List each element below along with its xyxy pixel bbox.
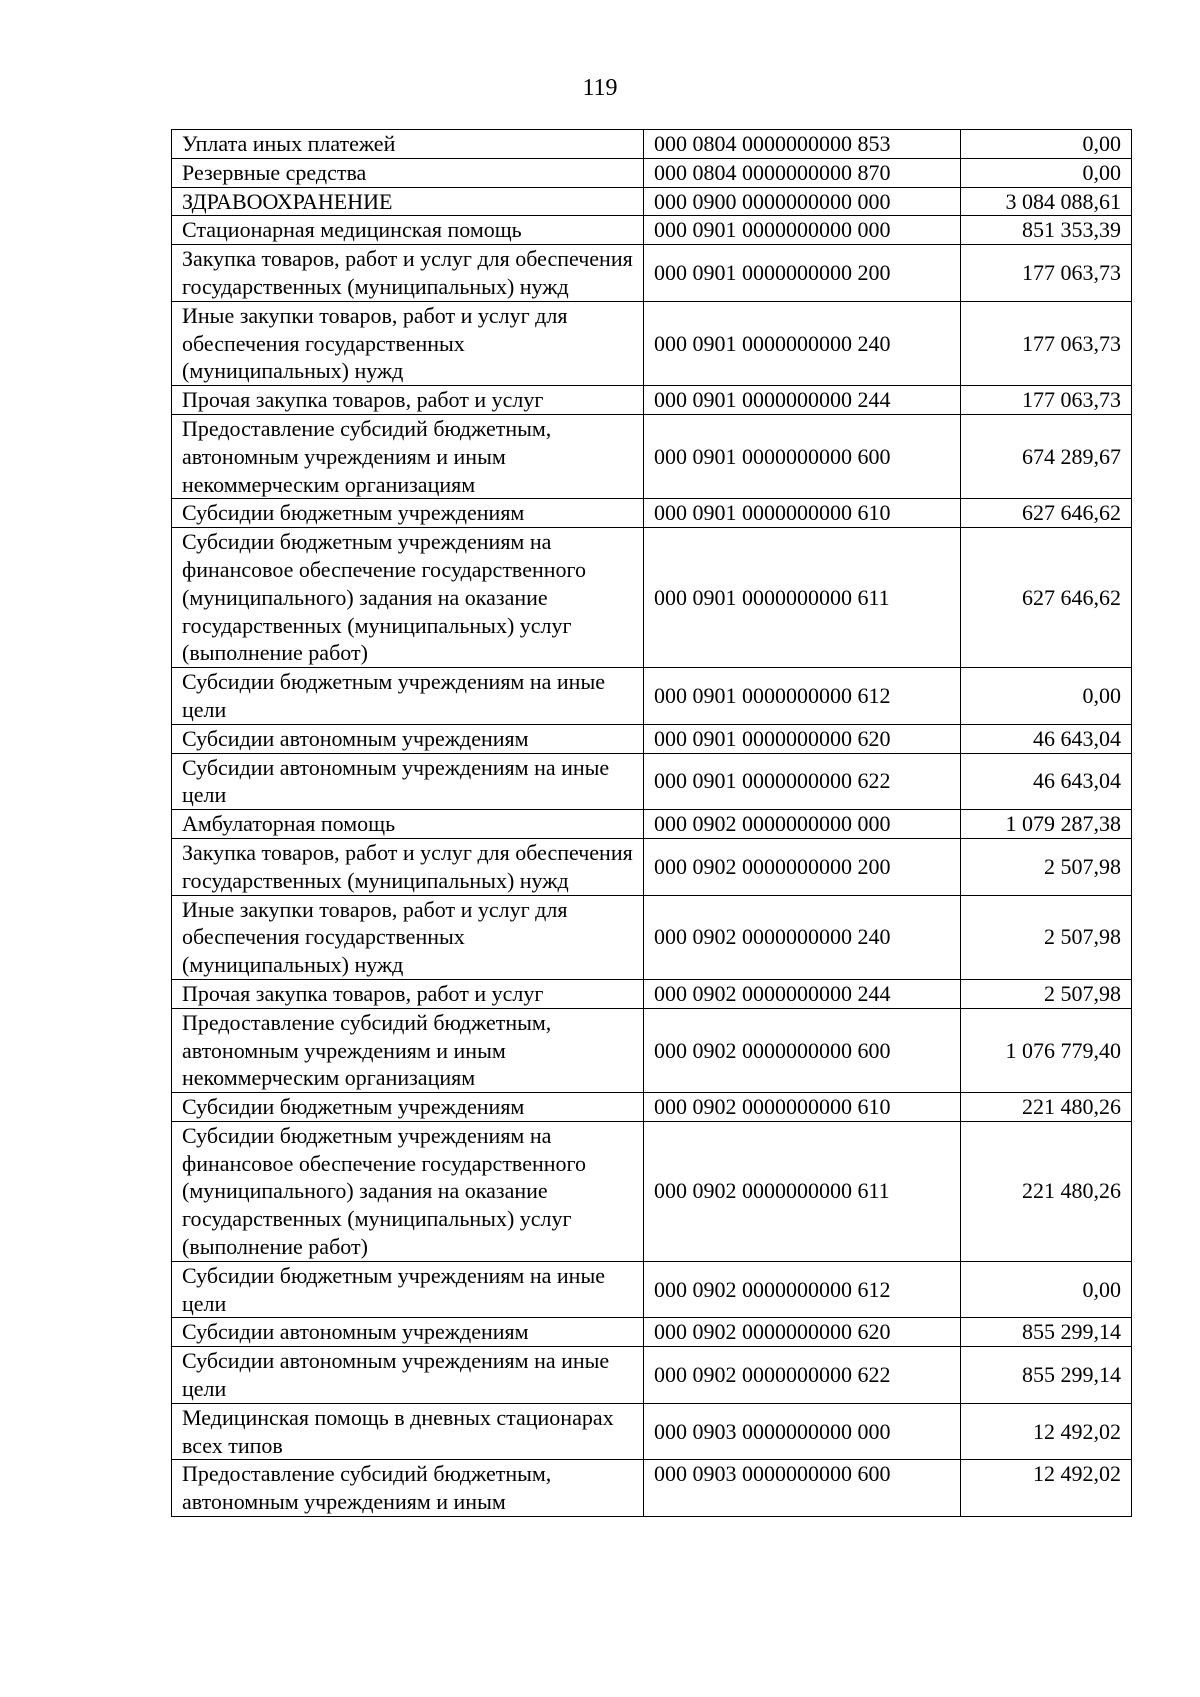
amount-cell: 221 480,26 — [961, 1093, 1132, 1122]
table-row — [172, 1403, 1132, 1460]
amount-cell: 2 507,98 — [961, 979, 1132, 1008]
amount-cell: 177 063,73 — [961, 245, 1132, 302]
budget-code-cell: 000 0902 0000000000 610 — [644, 1093, 961, 1122]
budget-code-cell: 000 0902 0000000000 244 — [644, 979, 961, 1008]
table-row — [172, 386, 1132, 415]
budget-code-cell: 000 0901 0000000000 200 — [644, 245, 961, 302]
budget-code-cell: 000 0804 0000000000 870 — [644, 158, 961, 187]
item-name-cell: Предоставление субсидий бюджетным, автономным учреждениям и иным некоммерческим организациям — [172, 1008, 644, 1092]
amount-cell: 627 646,62 — [961, 528, 1132, 668]
amount-cell: 12 492,02 — [961, 1460, 1132, 1517]
amount-cell: 3 084 088,61 — [961, 187, 1132, 216]
page-number: 119 — [582, 75, 618, 101]
item-name-cell: Прочая закупка товаров, работ и услуг — [172, 386, 644, 415]
budget-table — [171, 129, 1132, 1517]
item-name-cell: Субсидии автономным учреждениям — [172, 724, 644, 753]
amount-cell: 0,00 — [961, 130, 1132, 159]
budget-code-cell: 000 0902 0000000000 000 — [644, 810, 961, 839]
table-row — [172, 1261, 1132, 1318]
budget-code-cell: 000 0900 0000000000 000 — [644, 187, 961, 216]
amount-cell: 221 480,26 — [961, 1121, 1132, 1261]
table-row — [172, 979, 1132, 1008]
budget-code-cell: 000 0901 0000000000 244 — [644, 386, 961, 415]
budget-code-cell: 000 0901 0000000000 612 — [644, 668, 961, 725]
table-row — [172, 1093, 1132, 1122]
table-row — [172, 1121, 1132, 1261]
budget-code-cell: 000 0902 0000000000 620 — [644, 1318, 961, 1347]
budget-code-cell: 000 0901 0000000000 620 — [644, 724, 961, 753]
table-row — [172, 810, 1132, 839]
table-row — [172, 895, 1132, 979]
table-row — [172, 1318, 1132, 1347]
budget-code-cell: 000 0902 0000000000 612 — [644, 1261, 961, 1318]
budget-code-cell: 000 0901 0000000000 622 — [644, 753, 961, 810]
item-name-cell: Субсидии автономным учреждениям на иные цели — [172, 1347, 644, 1404]
table-row — [172, 753, 1132, 810]
amount-cell: 851 353,39 — [961, 216, 1132, 245]
item-name-cell: Субсидии бюджетным учреждениям на иные цели — [172, 1261, 644, 1318]
budget-code-cell: 000 0903 0000000000 600 — [644, 1460, 961, 1517]
table-row — [172, 130, 1132, 159]
item-name-cell: Субсидии автономным учреждениям на иные цели — [172, 753, 644, 810]
amount-cell: 177 063,73 — [961, 301, 1132, 385]
table-row — [172, 1460, 1132, 1517]
item-name-cell: Амбулаторная помощь — [172, 810, 644, 839]
table-row — [172, 499, 1132, 528]
table-row — [172, 216, 1132, 245]
budget-code-cell: 000 0902 0000000000 600 — [644, 1008, 961, 1092]
item-name-cell: Субсидии бюджетным учреждениям на финансовое обеспечение государственного (муниципального) задания на оказание государственных (муниципальных) услуг (выполнение работ) — [172, 1121, 644, 1261]
item-name-cell: Иные закупки товаров, работ и услуг для обеспечения государственных (муниципальных) нужд — [172, 895, 644, 979]
item-name-cell: Резервные средства — [172, 158, 644, 187]
budget-code-cell: 000 0902 0000000000 200 — [644, 838, 961, 895]
amount-cell: 855 299,14 — [961, 1347, 1132, 1404]
amount-cell: 177 063,73 — [961, 386, 1132, 415]
item-name-cell: Иные закупки товаров, работ и услуг для обеспечения государственных (муниципальных) нужд — [172, 301, 644, 385]
item-name-cell: Закупка товаров, работ и услуг для обеспечения государственных (муниципальных) нужд — [172, 838, 644, 895]
item-name-cell: Уплата иных платежей — [172, 130, 644, 159]
item-name-cell: Закупка товаров, работ и услуг для обеспечения государственных (муниципальных) нужд — [172, 245, 644, 302]
amount-cell: 1 079 287,38 — [961, 810, 1132, 839]
budget-code-cell: 000 0901 0000000000 600 — [644, 414, 961, 498]
amount-cell: 2 507,98 — [961, 895, 1132, 979]
budget-code-cell: 000 0901 0000000000 240 — [644, 301, 961, 385]
budget-code-cell: 000 0901 0000000000 000 — [644, 216, 961, 245]
table-row — [172, 838, 1132, 895]
amount-cell: 1 076 779,40 — [961, 1008, 1132, 1092]
budget-code-cell: 000 0804 0000000000 853 — [644, 130, 961, 159]
item-name-cell: Субсидии бюджетным учреждениям — [172, 499, 644, 528]
budget-code-cell: 000 0902 0000000000 611 — [644, 1121, 961, 1261]
amount-cell: 46 643,04 — [961, 724, 1132, 753]
table-row — [172, 187, 1132, 216]
item-name-cell: Стационарная медицинская помощь — [172, 216, 644, 245]
item-name-cell: Медицинская помощь в дневных стационарах всех типов — [172, 1403, 644, 1460]
table-row — [172, 414, 1132, 498]
table-row — [172, 301, 1132, 385]
amount-cell: 627 646,62 — [961, 499, 1132, 528]
amount-cell: 0,00 — [961, 158, 1132, 187]
amount-cell: 674 289,67 — [961, 414, 1132, 498]
item-name-cell: Предоставление субсидий бюджетным, автономным учреждениям и иным — [172, 1460, 644, 1517]
amount-cell: 46 643,04 — [961, 753, 1132, 810]
budget-code-cell: 000 0901 0000000000 610 — [644, 499, 961, 528]
table-row — [172, 668, 1132, 725]
amount-cell: 12 492,02 — [961, 1403, 1132, 1460]
budget-code-cell: 000 0902 0000000000 622 — [644, 1347, 961, 1404]
amount-cell: 855 299,14 — [961, 1318, 1132, 1347]
amount-cell: 0,00 — [961, 1261, 1132, 1318]
budget-code-cell: 000 0903 0000000000 000 — [644, 1403, 961, 1460]
item-name-cell: Предоставление субсидий бюджетным, автономным учреждениям и иным некоммерческим организациям — [172, 414, 644, 498]
item-name-cell: Прочая закупка товаров, работ и услуг — [172, 979, 644, 1008]
item-name-cell: Субсидии бюджетным учреждениям на иные цели — [172, 668, 644, 725]
item-name-cell: Субсидии бюджетным учреждениям на финансовое обеспечение государственного (муниципального) задания на оказание государственных (муниципальных) услуг (выполнение работ) — [172, 528, 644, 668]
table-row — [172, 528, 1132, 668]
table-row — [172, 1347, 1132, 1404]
budget-table-body — [172, 130, 1132, 1517]
amount-cell: 2 507,98 — [961, 838, 1132, 895]
budget-code-cell: 000 0901 0000000000 611 — [644, 528, 961, 668]
table-row — [172, 245, 1132, 302]
amount-cell: 0,00 — [961, 668, 1132, 725]
table-row — [172, 724, 1132, 753]
item-name-cell: ЗДРАВООХРАНЕНИЕ — [172, 187, 644, 216]
item-name-cell: Субсидии автономным учреждениям — [172, 1318, 644, 1347]
item-name-cell: Субсидии бюджетным учреждениям — [172, 1093, 644, 1122]
table-row — [172, 1008, 1132, 1092]
budget-code-cell: 000 0902 0000000000 240 — [644, 895, 961, 979]
table-row — [172, 158, 1132, 187]
